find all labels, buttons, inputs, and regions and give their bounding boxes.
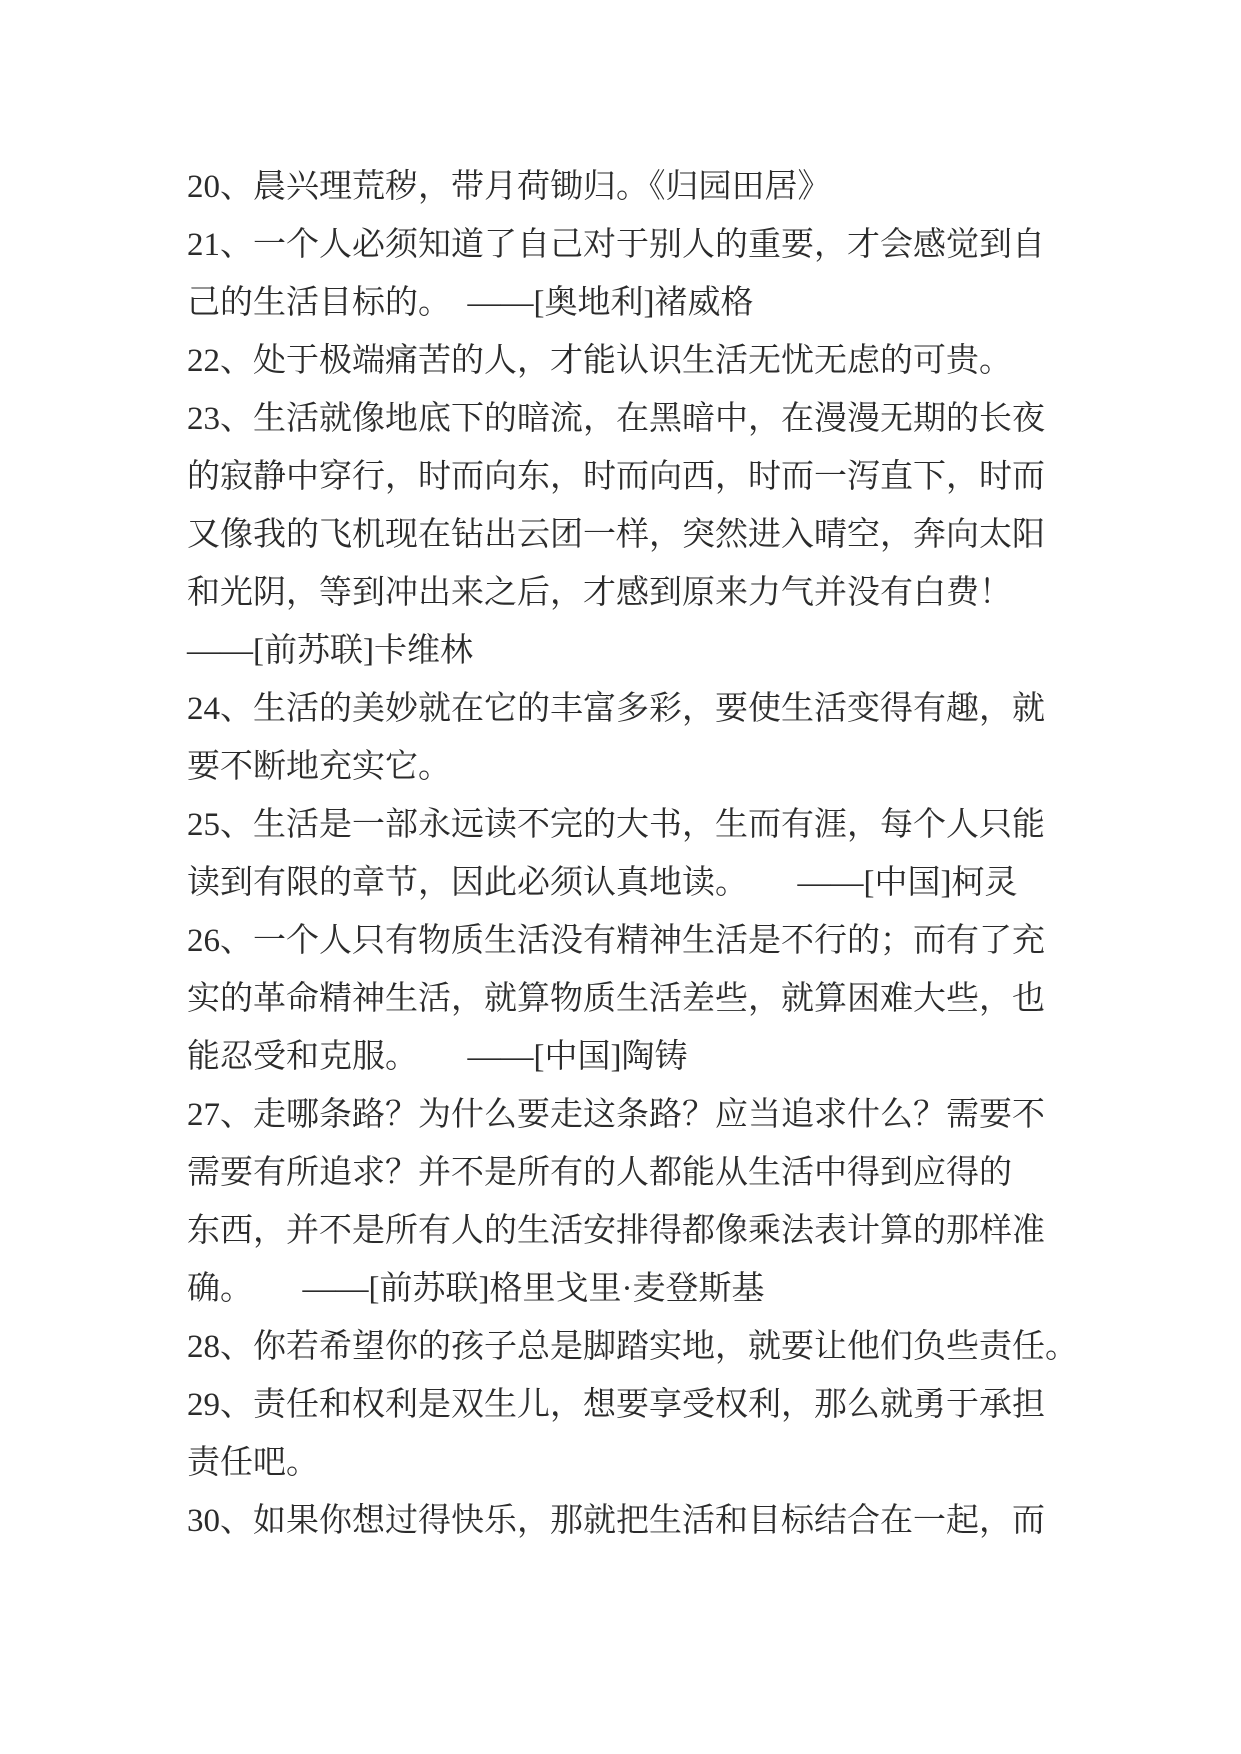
quote-line: 责任吧。	[187, 1445, 319, 1481]
quote-line: ——[前苏联]卡维林	[187, 633, 473, 669]
quote-list	[187, 158, 1077, 1550]
quote-line: 20、晨兴理荒秽，带月荷锄归。《归园田居》	[187, 169, 831, 205]
quote-line: 30、如果你想过得快乐，那就把生活和目标结合在一起，而	[187, 1503, 1045, 1539]
quote-line: 能忍受和克服。 ——[中国]陶铸	[187, 1039, 688, 1075]
quote-line: 和光阴，等到冲出来之后，才感到原来力气并没有白费！	[187, 575, 1012, 611]
quote-line: 22、处于极端痛苦的人，才能认识生活无忧无虑的可贵。	[187, 343, 1012, 379]
quote-line: 确。 ——[前苏联]格里戈里·麦登斯基	[187, 1271, 765, 1307]
quote-line: 己的生活目标的。 ——[奥地利]褚威格	[187, 285, 754, 321]
quote-line: 25、生活是一部永远读不完的大书，生而有涯，每个人只能	[187, 807, 1045, 843]
quote-line: 26、一个人只有物质生活没有精神生活是不行的；而有了充	[187, 923, 1045, 959]
quote-line: 读到有限的章节，因此必须认真地读。 ——[中国]柯灵	[187, 865, 1018, 901]
quote-line: 要不断地充实它。	[187, 749, 451, 785]
quote-line: 需要有所追求？并不是所有的人都能从生活中得到应得的	[187, 1155, 1012, 1191]
quote-line: 23、生活就像地底下的暗流，在黑暗中，在漫漫无期的长夜	[187, 401, 1045, 437]
quote-line: 东西，并不是所有人的生活安排得都像乘法表计算的那样准	[187, 1213, 1045, 1249]
quote-line: 24、生活的美妙就在它的丰富多彩，要使生活变得有趣，就	[187, 691, 1045, 727]
quote-line: 实的革命精神生活，就算物质生活差些，就算困难大些，也	[187, 981, 1045, 1017]
quote-line: 的寂静中穿行，时而向东，时而向西，时而一泻直下，时而	[187, 459, 1045, 495]
quote-line: 28、你若希望你的孩子总是脚踏实地，就要让他们负些责任。	[187, 1329, 1078, 1365]
quote-line: 29、责任和权利是双生儿，想要享受权利，那么就勇于承担	[187, 1387, 1045, 1423]
quote-line: 又像我的飞机现在钻出云团一样，突然进入晴空，奔向太阳	[187, 517, 1045, 553]
quote-line: 27、走哪条路？为什么要走这条路？应当追求什么？需要不	[187, 1097, 1045, 1133]
quote-line: 21、一个人必须知道了自己对于别人的重要，才会感觉到自	[187, 227, 1045, 263]
